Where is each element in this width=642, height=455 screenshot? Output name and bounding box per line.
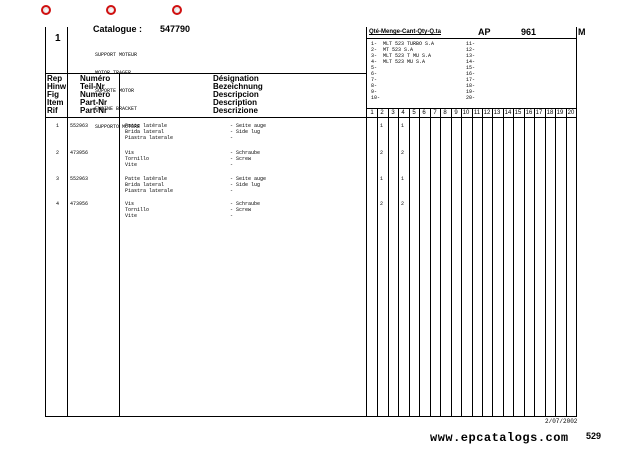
item-description-secondary: - Schraube - Screw - (230, 201, 261, 219)
header-line: Désignation (213, 74, 259, 83)
item-rep: 1 (56, 123, 60, 129)
item-qty-col-4: 2 (401, 201, 405, 207)
quantity-column-number: 17 (535, 110, 543, 116)
model-entry: 10- (371, 95, 381, 101)
punch-hole-icon (172, 5, 182, 15)
header-line: Item (47, 98, 64, 107)
item-qty-col-4: 1 (401, 123, 405, 129)
qty-header: Qté-Menge-Cant-Qty-Q.ta (369, 29, 441, 35)
rep-header (47, 75, 66, 115)
description-line: SUPPORT MOTEUR (95, 52, 138, 58)
item-number: 1 (55, 33, 61, 44)
header-line: Rif (47, 106, 58, 115)
quantity-column-number: 8 (443, 110, 447, 116)
header-line: Part-Nr (80, 106, 108, 115)
quantity-column-number: 13 (493, 110, 501, 116)
model-entry: 14- (466, 59, 476, 65)
m-label: M (578, 27, 586, 37)
model-entry: 19- (466, 89, 476, 95)
quantity-column-number: 12 (483, 110, 491, 116)
item-rep: 3 (56, 176, 60, 182)
model-entry: 11- (466, 41, 476, 47)
model-entry: 17- (466, 77, 476, 83)
quantity-column-number: 3 (391, 110, 395, 116)
quantity-column-number: 18 (546, 110, 554, 116)
date: 2/07/2002 (545, 418, 578, 425)
model-entry: 9- (371, 89, 378, 95)
quantity-column-number: 9 (454, 110, 458, 116)
model-entry: 6- (371, 71, 378, 77)
quantity-column-number: 11 (473, 110, 481, 116)
item-rep: 4 (56, 201, 60, 207)
quantity-column-number: 5 (412, 110, 416, 116)
model-entry: 16- (466, 71, 476, 77)
part-number-header (80, 75, 110, 115)
page-number: 529 (586, 431, 602, 441)
header-line: Part-Nr (80, 98, 108, 107)
description-line: MOTOR TRAGER (95, 70, 132, 76)
header-line: Descrizione (213, 106, 258, 115)
item-qty-col-4: 2 (401, 150, 405, 156)
model-entry: 1- MLT 523 TURBO S.A (371, 41, 435, 47)
quantity-column-number: 19 (556, 110, 564, 116)
item-qty-col-2: 2 (380, 201, 384, 207)
header-line: Teil-Nr (80, 82, 105, 91)
ap-label: AP (478, 27, 491, 37)
model-entry: 20- (466, 95, 476, 101)
header-line: Hinw (47, 82, 67, 91)
model-entry: 3- MLT 523 T MU S.A (371, 53, 432, 59)
item-description-secondary: - Seite auge - Side lug - (230, 123, 267, 141)
item-part-number: 552963 (70, 176, 89, 182)
item-description: Vis Tornillo Vite (125, 150, 150, 168)
ap-value: 961 (521, 27, 537, 37)
model-entry: 4- MLT 523 MU S.A (371, 59, 426, 65)
item-part-number: 552963 (70, 123, 89, 129)
description-line: SUPPORTO MOTORE (95, 124, 141, 130)
quantity-column-number: 15 (514, 110, 522, 116)
catalogue-label: Catalogue : (93, 24, 143, 34)
header-line: Descripcion (213, 90, 259, 99)
model-list-left (371, 41, 434, 101)
description-line: ENGINE BRACKET (95, 106, 138, 112)
header-line: Bezeichnung (213, 82, 263, 91)
quantity-column-number: 10 (462, 110, 470, 116)
model-entry: 15- (466, 65, 476, 71)
header-line: Fig (47, 90, 59, 99)
catalogue-number: 547790 (160, 24, 191, 34)
item-qty-col-2: 1 (380, 176, 384, 182)
model-entry: 7- (371, 77, 378, 83)
item-rep: 2 (56, 150, 60, 156)
model-entry: 13- (466, 53, 476, 59)
item-description: Vis Tornillo Vite (125, 201, 150, 219)
header-line: Numéro (80, 74, 111, 83)
punch-hole-icon (41, 5, 51, 15)
item-description: Patte latérale Brida lateral Piastra laterale (125, 176, 174, 194)
item-description-secondary: - Seite auge - Side lug - (230, 176, 267, 194)
description-line: SOPORTE MOTOR (95, 88, 135, 94)
item-description-secondary: - Schraube - Screw - (230, 150, 261, 168)
quantity-column-number: 4 (401, 110, 405, 116)
item-qty-col-4: 1 (401, 176, 405, 182)
quantity-column-number: 1 (370, 110, 374, 116)
item-part-number: 473956 (70, 201, 89, 207)
header-line: Rep (47, 74, 63, 83)
watermark: www.epcatalogs.com (430, 431, 569, 445)
quantity-column-number: 16 (525, 110, 533, 116)
header-line: Description (213, 98, 258, 107)
item-qty-col-2: 1 (380, 123, 384, 129)
quantity-column-number: 7 (433, 110, 437, 116)
item-description: Patte latérale Brida lateral Piastra laterale (125, 123, 174, 141)
item-qty-col-2: 2 (380, 150, 384, 156)
quantity-column-number: 2 (380, 110, 384, 116)
model-entry: 5- (371, 65, 378, 71)
model-entry: 8- (371, 83, 378, 89)
model-entry: 18- (466, 83, 476, 89)
quantity-column-number: 20 (567, 110, 575, 116)
designation-header (213, 75, 263, 115)
quantity-column-number: 6 (422, 110, 426, 116)
model-list-right (466, 41, 475, 101)
quantity-column-number: 14 (504, 110, 512, 116)
item-part-number: 473956 (70, 150, 89, 156)
model-entry: 2- MT 523 S.A (371, 47, 414, 53)
header-line: Numero (80, 90, 111, 99)
model-entry: 12- (466, 47, 476, 53)
punch-hole-icon (106, 5, 116, 15)
